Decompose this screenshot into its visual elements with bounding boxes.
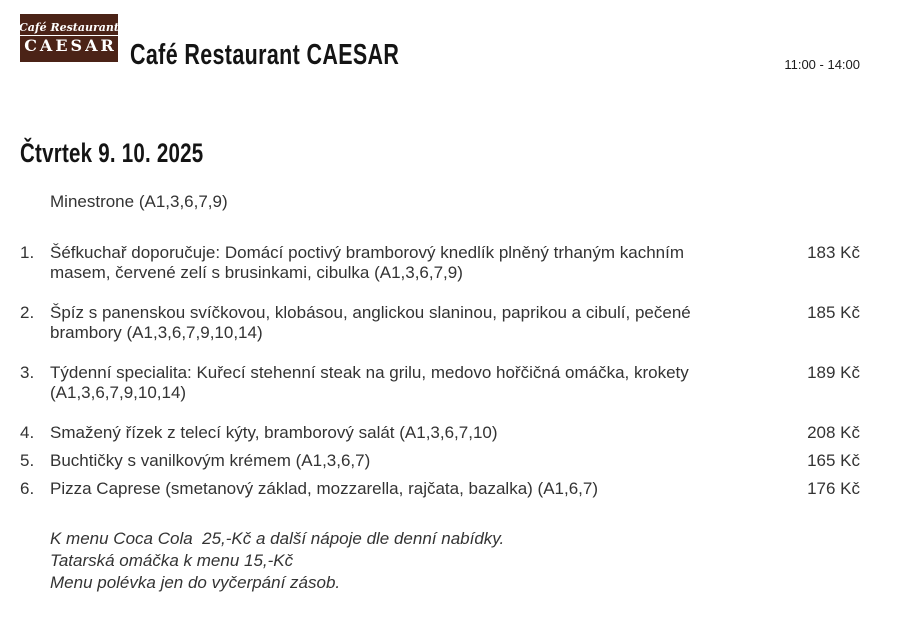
item-number: 6. <box>20 479 35 498</box>
date-heading: Čtvrtek 9. 10. 2025 <box>20 138 204 168</box>
daily-menu-section <box>0 140 900 594</box>
page-title: Café Restaurant CAESAR <box>130 39 400 71</box>
item-number: 3. <box>20 363 35 382</box>
item-number: 4. <box>20 423 35 442</box>
item-price: 208 Kč <box>807 423 860 442</box>
item-number: 2. <box>20 303 35 322</box>
logo-caesar-word: CAESAR <box>24 36 117 55</box>
item-line: Špíz s panenskou svíčkovou, klobásou, anglickou slaninou, paprikou a cibulí, pečené <box>50 303 691 322</box>
logo-caesar-text <box>21 36 124 55</box>
item-line: Týdenní specialita: Kuřecí stehenní steak na grilu, medovo hořčičná omáčka, krokety <box>50 363 689 382</box>
footer-notes <box>50 528 900 594</box>
item-price: 176 Kč <box>807 479 860 498</box>
item-line: Šéfkuchař doporučuje: Domácí poctivý bramborový knedlík plněný trhaným kachním <box>50 243 685 262</box>
menu-item-4 <box>0 423 900 443</box>
logo-cafe-restaurant-text: Café Restaurant <box>16 21 122 36</box>
item-number: 5. <box>20 451 35 470</box>
registered-trademark-icon: ® <box>117 40 124 47</box>
item-price: 189 Kč <box>807 363 860 382</box>
note-drinks: K menu Coca Cola 25,-Kč a další nápoje dle denní nabídky. <box>50 529 505 548</box>
item-description <box>50 243 780 283</box>
menu-item-list <box>0 243 900 499</box>
item-line: Buchtičky s vanilkovým krémem (A1,3,6,7) <box>50 451 371 470</box>
item-line: brambory (A1,3,6,7,9,10,14) <box>50 323 263 342</box>
item-description <box>50 303 780 343</box>
menu-item-6 <box>0 479 900 499</box>
soup-of-the-day: Minestrone (A1,3,6,7,9) <box>50 192 228 211</box>
menu-item-1 <box>0 243 900 283</box>
item-line: masem, červené zelí s brusinkami, cibulka (A1,3,6,7,9) <box>50 263 463 282</box>
item-line: (A1,3,6,7,9,10,14) <box>50 383 187 402</box>
item-line: Smažený řízek z telecí kýty, bramborový salát (A1,3,6,7,10) <box>50 423 498 442</box>
note-soup-availability: Menu polévka jen do vyčerpání zásob. <box>50 573 341 592</box>
opening-hours: 11:00 - 14:00 <box>784 57 860 72</box>
item-price: 185 Kč <box>807 303 860 322</box>
note-tartar-sauce: Tatarská omáčka k menu 15,-Kč <box>50 551 294 570</box>
restaurant-logo <box>19 14 124 62</box>
item-price: 165 Kč <box>807 451 860 470</box>
menu-item-2 <box>0 303 900 343</box>
item-description <box>50 363 780 403</box>
item-description <box>50 479 780 499</box>
item-number: 1. <box>20 243 35 262</box>
item-description <box>50 423 780 443</box>
item-description <box>50 451 780 471</box>
menu-item-5 <box>0 451 900 471</box>
item-line: Pizza Caprese (smetanový základ, mozzarella, rajčata, bazalka) (A1,6,7) <box>50 479 599 498</box>
menu-item-3 <box>0 363 900 403</box>
item-price: 183 Kč <box>807 243 860 262</box>
